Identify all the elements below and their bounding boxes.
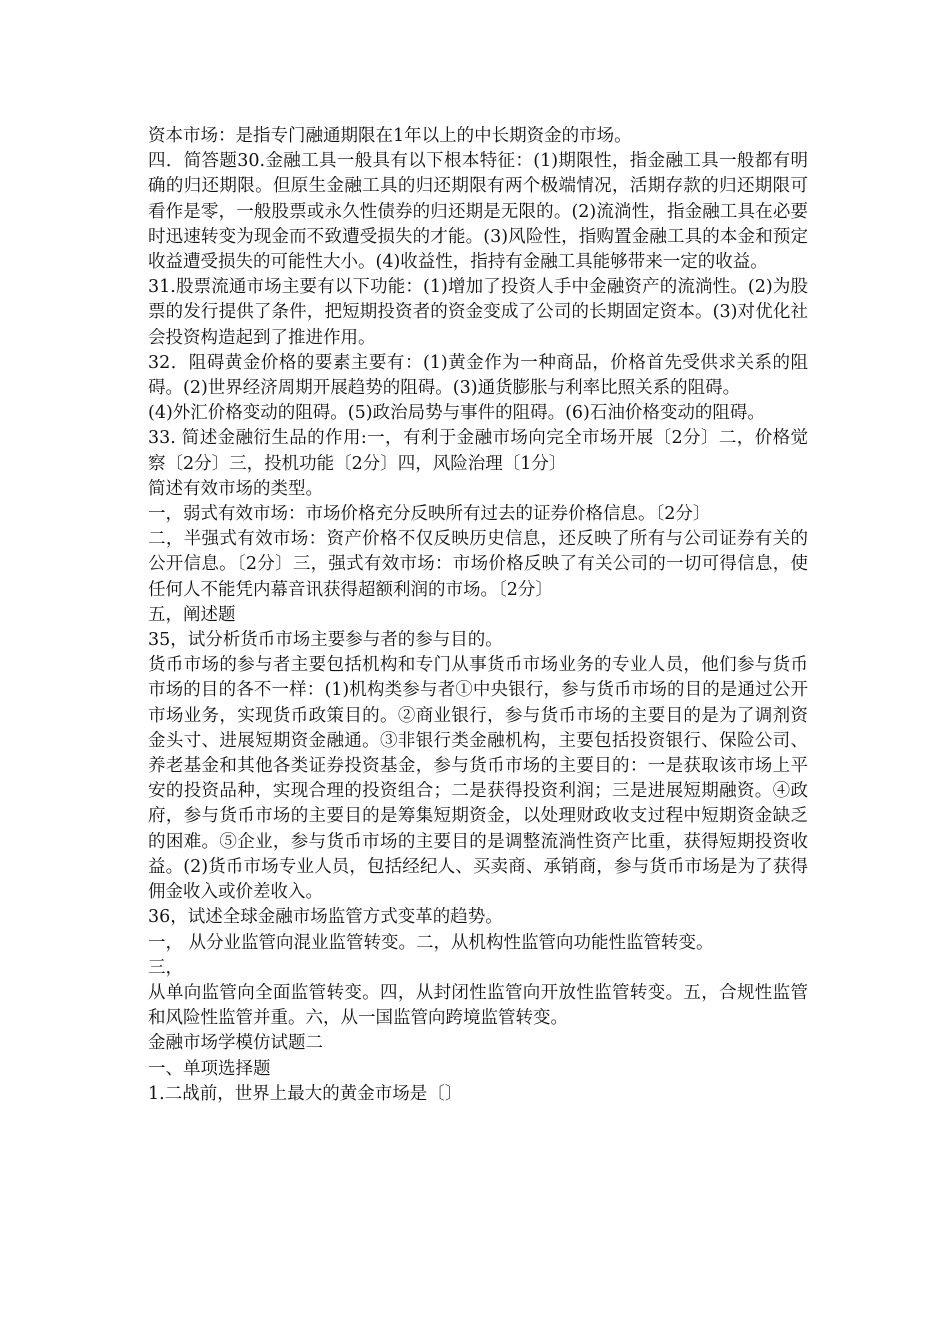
paragraph-q35-answer: 货币市场的参与者主要包括机构和专门从事货币市场业务的专业人员，他们参与货币市场的目的各不一样：(1)机构类参与者①中央银行，参与货币市场的目的是通过公开市场业务，实现货币政策目的。②商业银行，参与货币市场的主要目的是为了调剂资金头寸、进展短期资金融通。③非银行类金融机构，主要包括投资银行、保险公司、养老基金和其他各类证券投资基金，参与货币市场的主要目的：一是获取该市场上平安的投资品种，实现合理的投资组合；二是获得投资利润；三是进展短期融资。④政府，参与货币市场的主要目的是筹集短期资金，以处理财政收支过程中短期资金缺乏的困难。⑤企业，参与货币市场的主要目的是调整流淌性资产比重，获得短期投资收益。(2)货币市场专业人员，包括经纪人、买卖商、承销商，参与货币市场是为了获得佣金收入或价差收入。 [148,655,808,903]
paragraph-q36-answer-3: 从单向监管向全面监管转变。四，从封闭性监管向开放性监管转变。五，合规性监管和风险性监管并重。六，从一国监管向跨境监管转变。 [148,982,808,1029]
exam-title: 金融市场学模仿试题二 [148,1033,323,1054]
paragraph-q32: 32．阻碍黄金价格的要素主要有：(1)黄金作为一种商品，价格首先受供求关系的阻碍。(2)世界经济周期开展趋势的阻碍。(3)通货膨胀与利率比照关系的阻碍。 [148,352,808,399]
paragraph-efficient-market-heading: 简述有效市场的类型。 [148,478,323,499]
paragraph-q33: 33. 简述金融衍生品的作用:一，有利于金融市场向完全市场开展〔2分〕二，价格觉察〔2分〕三，投机功能〔2分〕四，风险治理〔1分〕 [148,428,808,474]
paragraph-capital-market: 资本市场：是指专门融通期限在1年以上的中长期资金的市场。 [148,126,632,146]
question-1: 1.二战前，世界上最大的黄金市场是〔〕 [148,1083,463,1104]
paragraph-q32-continued: (4)外汇价格变动的阻碍。(5)政治局势与事件的阻碍。(6)石油价格变动的阻碍。 [148,403,765,424]
paragraph-q36-answer-2: 三， [148,957,183,978]
paragraph-q30: 四．简答题30.金融工具一般具有以下根本特征：(1)期限性，指金融工具一般都有明确的归还期限。但原生金融工具的归还期限有两个极端情况，活期存款的归还期限可看作是零，一般股票或永久性债券的归还期是无限的。(2)流淌性，指金融工具在必要时迅速转变为现金而不致遭受损失的才能。(3)风险性，指购置金融工具的本金和预定收益遭受损失的可能性大小。(4)收益性，指持有金融工具能够带来一定的收益。 [148,151,808,273]
section-heading-single-choice: 一、单项选择题 [148,1058,271,1079]
paragraph-q31: 31.股票流通市场主要有以下功能：(1)增加了投资人手中金融资产的流淌性。(2)为股票的发行提供了条件，把短期投资者的资金变成了公司的长期固定资本。(3)对优化社会投资构造起到了推进作用。 [148,277,808,348]
section-heading-essay: 五，阐述题 [148,604,236,625]
paragraph-semi-strong-form: 二，半强式有效市场：资产价格不仅反映历史信息，还反映了所有与公司证券有关的公开信息。〔2分〕三，强式有效市场：市场价格反映了有关公司的一切可得信息，使任何人不能凭内幕音讯获得超额利润的市场。〔2分〕 [148,529,808,600]
document-page [148,124,808,1107]
paragraph-q36-question: 36，试述全球金融市场监管方式变革的趋势。 [148,907,503,928]
paragraph-weak-form: 一，弱式有效市场：市场价格充分反映所有过去的证券价格信息。〔2分〕 [148,504,711,525]
paragraph-q36-answer-1: 一， 从分业监管向混业监管转变。二，从机构性监管向功能性监管转变。 [148,932,714,953]
paragraph-q35-question: 35，试分析货币市场主要参与者的参与目的。 [148,630,503,651]
